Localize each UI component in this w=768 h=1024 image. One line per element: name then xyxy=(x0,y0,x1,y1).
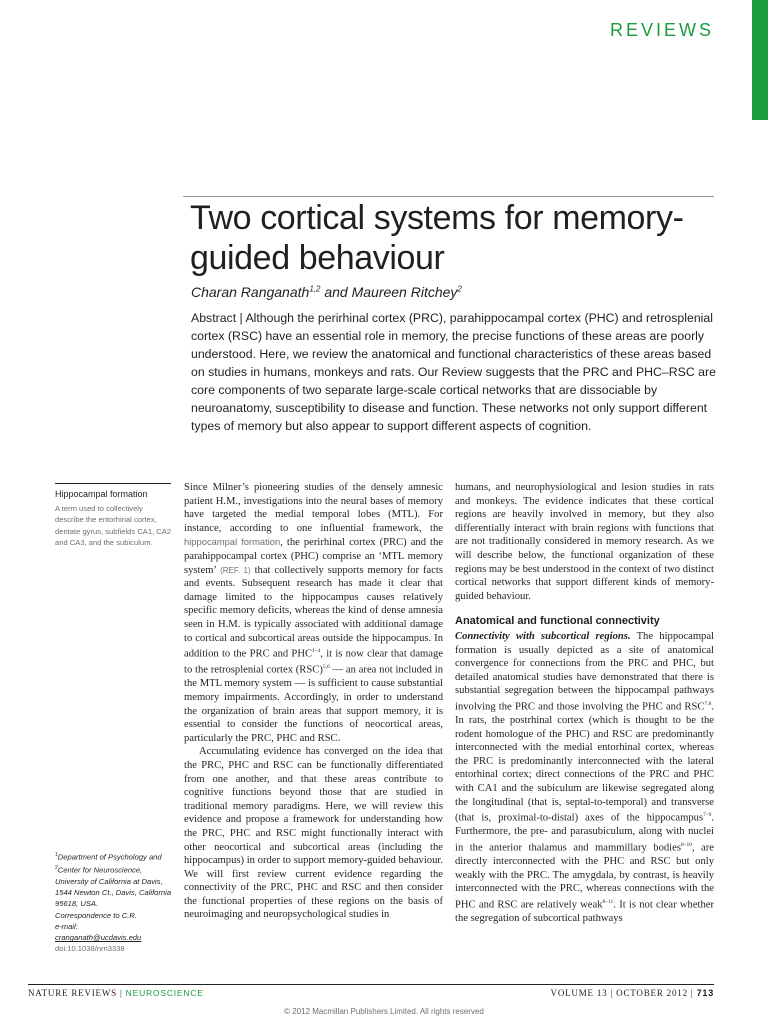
glossary-definition: A term used to collectively describe the entorhinal cortex, dentate gyrus, subfields CA1, CA2 and CA3, and the subiculum. xyxy=(55,504,172,548)
affiliation-text: Department of Psychology and xyxy=(57,852,162,862)
body-column-left xyxy=(184,481,443,922)
copyright-notice: © 2012 Macmillan Publishers Limited. All rights reserved xyxy=(284,1007,484,1016)
author-joiner: and xyxy=(320,284,352,300)
doi: doi:10.1038/nrn3338 xyxy=(55,944,125,954)
author-affiliation-marker: 1,2 xyxy=(309,284,321,294)
glossary-term: Hippocampal formation xyxy=(55,489,148,499)
author-name: Maureen Ritchey xyxy=(351,284,458,300)
footer-journal xyxy=(28,988,204,998)
citation[interactable]: 8–11 xyxy=(602,898,614,905)
affiliation-marker: 1 xyxy=(55,852,58,858)
footer-volume xyxy=(551,988,714,998)
journal-section: NEUROSCIENCE xyxy=(125,988,204,998)
email-label: e-mail: xyxy=(55,921,78,931)
abstract: Abstract | Although the perirhinal cortex (PRC), parahippocampal cortex (PHC) and retrosplenial cortex (RSC) have an essential role in memory, the precise functions of these areas are poorly understood. Here, we review the anatomical and functional characteristics of these areas based on studies in humans, monkeys and rats. Our Review suggests that the PRC and PHC–RSC are core components of two separate large-scale cortical networks that are dissociable by neuroanatomy, susceptibility to disease and function. These networks not only support different types of memory but also appear to support different aspects of cognition. xyxy=(191,311,716,433)
reference-link[interactable]: (REF. 1) xyxy=(220,565,251,575)
affiliation-text: Center for Neuroscience, University of California at Davis, 1544 Newton Ct., Davis, California 95618, USA. xyxy=(55,865,172,909)
author-affiliation-marker: 2 xyxy=(457,284,462,294)
body-paragraph: Since Milner’s pioneering studies of the densely amnesic patient H.M., investigations into the neural bases of memory have targeted the medial temporal lobes (MTL). For instance, according to one influential framework, the hippocampal formation, the perirhinal cortex (PRC) and the parahippocampal cortex (PHC) comprise an ‘MTL memory system’ (REF. 1) that collectively supports memory for facts and events. Subsequent research has made it clear that damage limited to the hippocampus causes relatively specific memory deficits, whereas the kind of dense amnesia seen in H.M. is typically associated with additional damage to cortical and subcortical areas outside the hippocampus. In addition to the PRC and PHC$^{1-4}$, it is now clear that damage to the retrosplenial cortex (RSC)$^{5,6}$ — an area not included in the MTL memory system — is sufficient to cause substantial memory impairments. Accordingly, in order to understand the organization of brain areas that support memory, it is essential to consider the functions of neocortical areas, particularly the PRC, PHC and RSC. xyxy=(184,482,444,744)
author-affiliations xyxy=(55,850,175,955)
footer-rule xyxy=(28,984,714,985)
footer-separator: | xyxy=(116,988,126,998)
affiliation-marker: 2 xyxy=(55,864,58,871)
citation[interactable]: 1–4 xyxy=(312,648,321,655)
body-column-right xyxy=(455,481,714,926)
email-link[interactable]: cranganath@ucdavis.edu xyxy=(55,933,142,943)
article-title: Two cortical systems for memory-guided behaviour xyxy=(190,199,684,277)
author-line xyxy=(191,284,711,300)
glossary-rule xyxy=(55,483,171,484)
glossary-term-link[interactable]: hippocampal formation xyxy=(184,536,281,548)
author-name: Charan Ranganath xyxy=(191,284,310,300)
section-heading: Anatomical and functional connectivity xyxy=(455,615,660,628)
section-color-tab xyxy=(752,0,768,120)
citation[interactable]: 5,6 xyxy=(322,664,330,671)
body-paragraph: humans, and neurophysiological and lesion studies in rats and monkeys. The evidence indicates that these cortical regions are heavily involved in memory, but they also differentially interact with brain regions with functions that are not traditionally considered in memory research. As we will describe below, the functional organization of these regions may be best understood in the context of two distinct cortical networks that support different kinds of memory-guided behaviour. xyxy=(455,482,714,602)
correspondence-note: Correspondence to C.R. xyxy=(55,910,137,920)
citation[interactable]: 7,8 xyxy=(704,700,712,707)
body-paragraph: Connectivity with subcortical regions. The hippocampal formation is usually depicted as a site of anatomical convergence for connections from the PRC and PHC, but detailed anatomical studies have demonstrated that there is substantial segregation between the hippocampal pathways involving the PRC and those involving the PHC and RSC$^{7,8}$. In rats, the postrhinal cortex (which is thought to be the rodent homologue of the PHC) and RSC are predominantly interconnected with the medial entorhinal cortex, whereas the PRC is predominantly interconnected with the lateral entorhinal cortex; direct connections of the PRC and PHC with CA1 and the subiculum are likewise segregated along the longitudinal (that is, septal-to-temporal) and transverse (that is, proximal-to-distal) axes of the hippocampus$^{7-9}$. Furthermore, the pre- and parasubiculum, along with nuclei in the anterior thalamus and mammillary bodies$^{8-10}$, are directly interconnected with the PHC and RSC but only weakly with the PRC. The amygdala, by contrast, is heavily interconnected with the PRC, whereas connections with the PHC and RSC are relatively weak$^{8-11}$. It is not clear whether the segregation of subcortical pathways xyxy=(455,630,714,924)
subsection-run-in-heading: Connectivity with subcortical regions. xyxy=(455,630,631,642)
body-paragraph: Accumulating evidence has converged on the idea that the PRC, PHC and RSC can be functionally differentiated from one another, and that these areas contribute to cognitive functions beyond those that are studied in traditional memory paradigms. Here, we will review this evidence and propose a framework for understanding how the PRC, PHC and RSC might functionally interact with other neocortical and subcortical areas (including the hippocampus) in order to support memory-guided behaviour. We will first review current evidence regarding the connectivity of the PRC, PHC and RSC and then consider the functional properties of these regions on the basis of neuroimaging and neuropsychological studies in xyxy=(184,746,443,921)
title-rule xyxy=(183,196,714,197)
citation[interactable]: 7–9 xyxy=(703,812,712,819)
citation[interactable]: 8–10 xyxy=(680,841,692,848)
page-number: 713 xyxy=(696,988,714,998)
journal-name: NATURE REVIEWS xyxy=(28,988,117,998)
volume-date: VOLUME 13 | OCTOBER 2012 | xyxy=(550,988,697,998)
section-label: REVIEWS xyxy=(609,20,714,40)
